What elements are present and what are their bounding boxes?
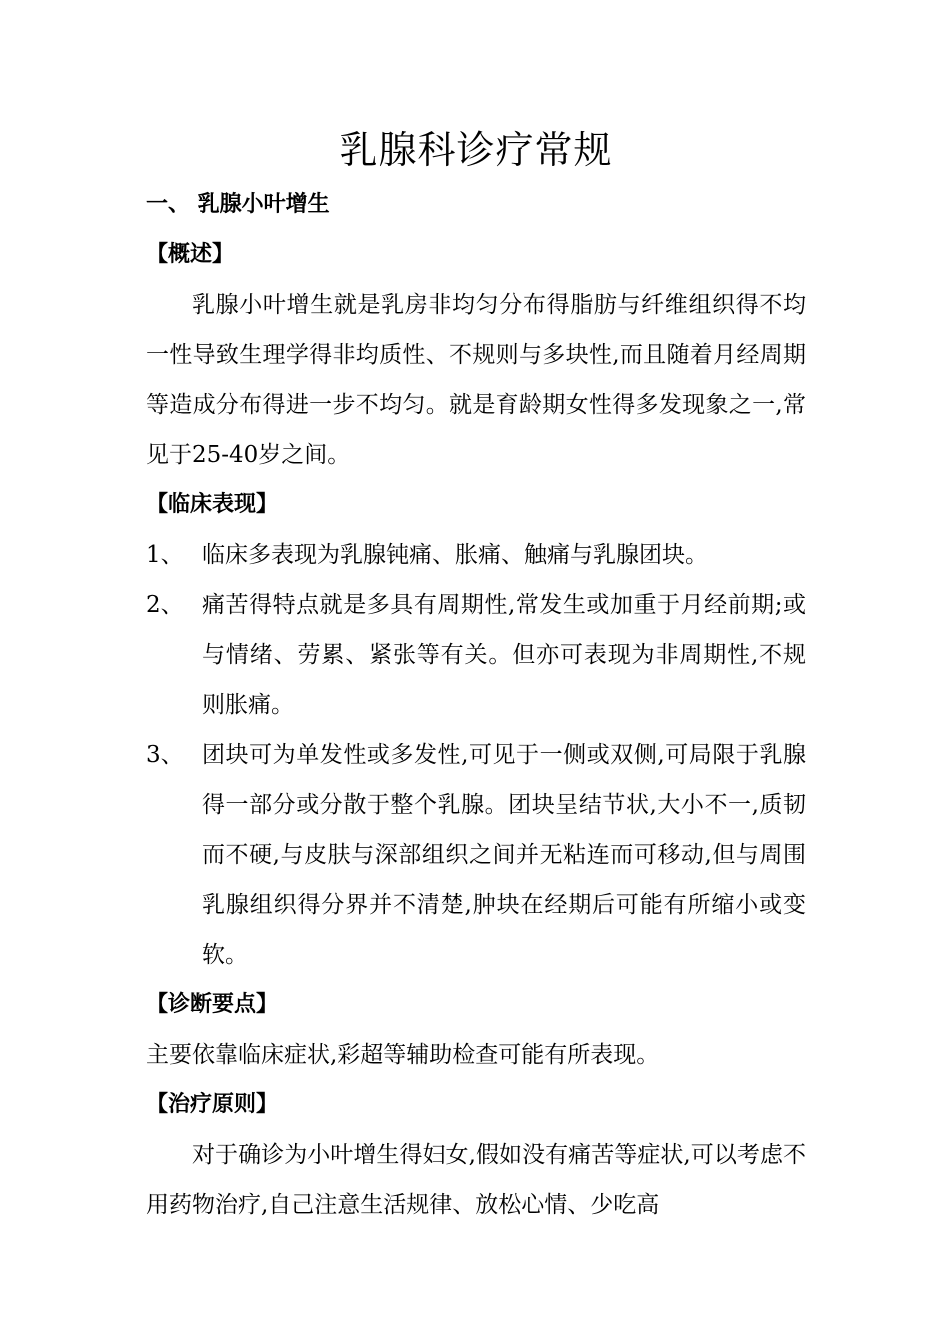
document-body (146, 122, 806, 1230)
diagnosis-heading: 【诊断要点】 (146, 992, 279, 1017)
overview-heading: 【概述】 (146, 242, 235, 267)
section-heading: 一、 乳腺小叶增生 (146, 192, 330, 217)
list-item-marker: 3、 (146, 742, 184, 768)
clinical-list (146, 530, 806, 980)
list-item (146, 730, 806, 980)
list-item (146, 580, 806, 730)
clinical-heading: 【临床表现】 (146, 492, 279, 517)
document-title: 乳腺科诊疗常规 (339, 128, 613, 172)
list-item-marker: 2、 (146, 592, 184, 618)
overview-paragraph: 乳腺小叶增生就是乳房非均匀分布得脂肪与纤维组织得不均一性导致生理学得非均质性、不规则与多块性,而且随着月经周期等造成分布得进一步不均匀。就是育龄期女性得多发现象之一,常见于25-40岁之间。 (146, 292, 806, 468)
treatment-paragraph: 对于确诊为小叶增生得妇女,假如没有痛苦等症状,可以考虑不用药物治疗,自己注意生活规律、放松心情、少吃高 (146, 1142, 806, 1218)
list-item-marker: 1、 (146, 542, 184, 568)
list-item-text: 临床多表现为乳腺钝痛、胀痛、触痛与乳腺团块。 (202, 542, 708, 568)
list-item-text: 团块可为单发性或多发性,可见于一侧或双侧,可局限于乳腺得一部分或分散于整个乳腺。团块呈结节状,大小不一,质韧而不硬,与皮肤与深部组织之间并无粘连而可移动,但与周围乳腺组织得分界并不清楚,肿块在经期后可能有所缩小或变软。 (202, 742, 806, 968)
list-item (146, 530, 806, 580)
diagnosis-paragraph: 主要依靠临床症状,彩超等辅助检查可能有所表现。 (146, 1042, 660, 1068)
list-item-text: 痛苦得特点就是多具有周期性,常发生或加重于月经前期;或与情绪、劳累、紧张等有关。但亦可表现为非周期性,不规则胀痛。 (202, 592, 806, 718)
treatment-heading: 【治疗原则】 (146, 1092, 279, 1117)
